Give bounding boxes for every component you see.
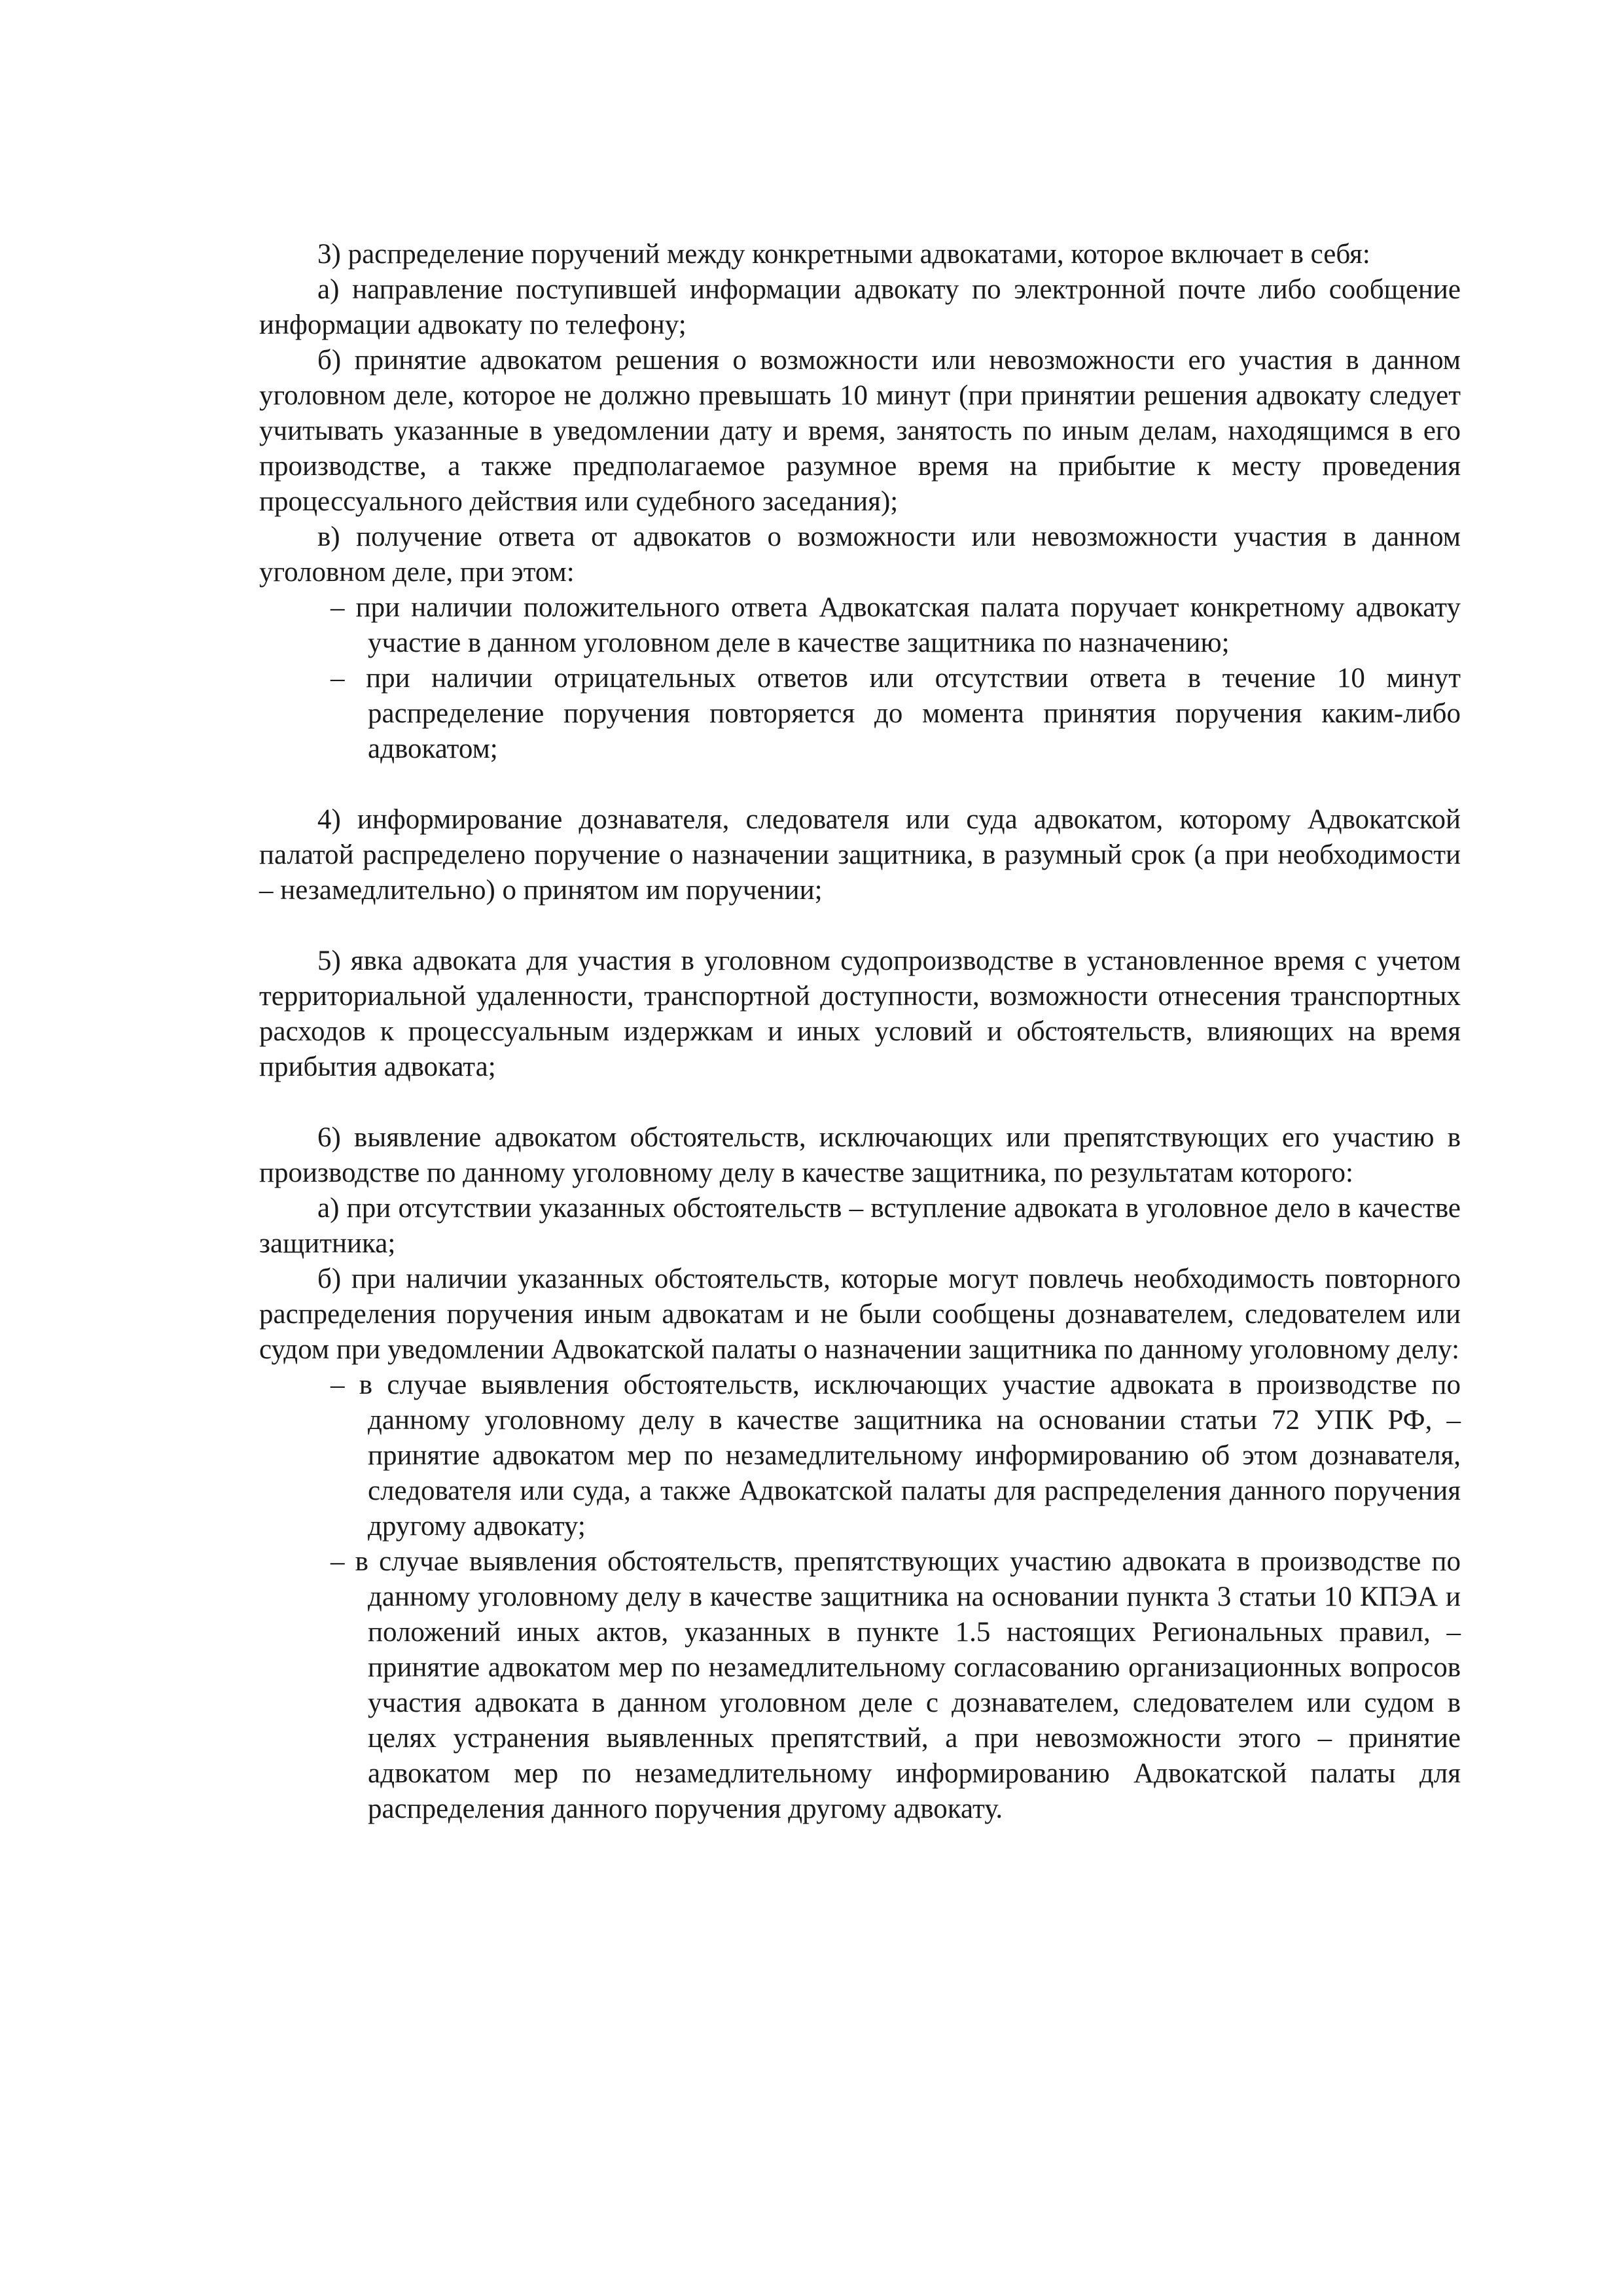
item-3-a: а) направление поступившей информации адвокату по электронной почте либо сообщение информации адвокату по телефону; bbox=[259, 274, 1461, 340]
document-body bbox=[259, 237, 1461, 1827]
item-6-intro: 6) выявление адвокатом обстоятельств, исключающих или препятствующих его участию в производстве по данному уголовному делу в качестве защитника, по результатам которого: bbox=[259, 1122, 1461, 1188]
item-3-intro: 3) распределение поручений между конкретными адвокатами, которое включает в себя: bbox=[317, 239, 1370, 270]
item-6-dash-2: – в случае выявления обстоятельств, препятствующих участию адвоката в производстве по данному уголовному делу в качестве защитника на основании пункта 3 статьи 10 КПЭА и положений иных актов, указанных в пункте 1.5 настоящих Региональных правил, – принятие адвокатом мер по незамедлительному согласованию организационных вопросов участия адвоката в данном уголовном деле с дознавателем, следователем или судом в целях устранения выявленных препятствий, а при невозможности этого – принятие адвокатом мер по незамедлительному информированию Адвокатской палаты для распределения данного поручения другому адвокату. bbox=[330, 1546, 1461, 1824]
item-3-b: б) принятие адвокатом решения о возможности или невозможности его участия в данном уголовном деле, которое не должно превышать 10 минут (при принятии решения адвокату следует учитывать указанные в уведомлении дату и время, занятость по иным делам, находящимся в его производстве, а также предполагаемое разумное время на прибытие к месту проведения процессуального действия или судебного заседания); bbox=[259, 345, 1461, 517]
item-3-dash-1: – при наличии положительного ответа Адвокатская палата поручает конкретному адвокату участие в данном уголовном деле в качестве защитника по назначению; bbox=[330, 592, 1461, 658]
item-4: 4) информирование дознавателя, следователя или суда адвокатом, которому Адвокатской палатой распределено поручение о назначении защитника, в разумный срок (а при необходимости – незамедлительно) о принятом им поручении; bbox=[259, 804, 1461, 906]
item-6-dash-1: – в случае выявления обстоятельств, исключающих участие адвоката в производстве по данному уголовному делу в качестве защитника на основании статьи 72 УПК РФ, – принятие адвокатом мер по незамедлительному информированию об этом дознавателя, следователя или суда, а также Адвокатской палаты для распределения данного поручения другому адвокату; bbox=[330, 1369, 1461, 1542]
item-6-b: б) при наличии указанных обстоятельств, которые могут повлечь необходимость повторного распределения поручения иным адвокатам и не были сообщены дознавателем, следователем или судом при уведомлении Адвокатской палаты о назначении защитника по данному уголовному делу: bbox=[259, 1263, 1461, 1365]
item-6-a: а) при отсутствии указанных обстоятельств – вступление адвоката в уголовное дело в качестве защитника; bbox=[259, 1193, 1461, 1259]
item-3-dash-2: – при наличии отрицательных ответов или отсутствии ответа в течение 10 минут распределение поручения повторяется до момента принятия поручения каким-либо адвокатом; bbox=[330, 663, 1461, 764]
item-5: 5) явка адвоката для участия в уголовном судопроизводстве в установленное время с учетом территориальной удаленности, транспортной доступности, возможности отнесения транспортных расходов к процессуальным издержкам и иных условий и обстоятельств, влияющих на время прибытия адвоката; bbox=[259, 945, 1461, 1082]
item-3-v: в) получение ответа от адвокатов о возможности или невозможности участия в данном уголовном деле, при этом: bbox=[259, 521, 1461, 588]
